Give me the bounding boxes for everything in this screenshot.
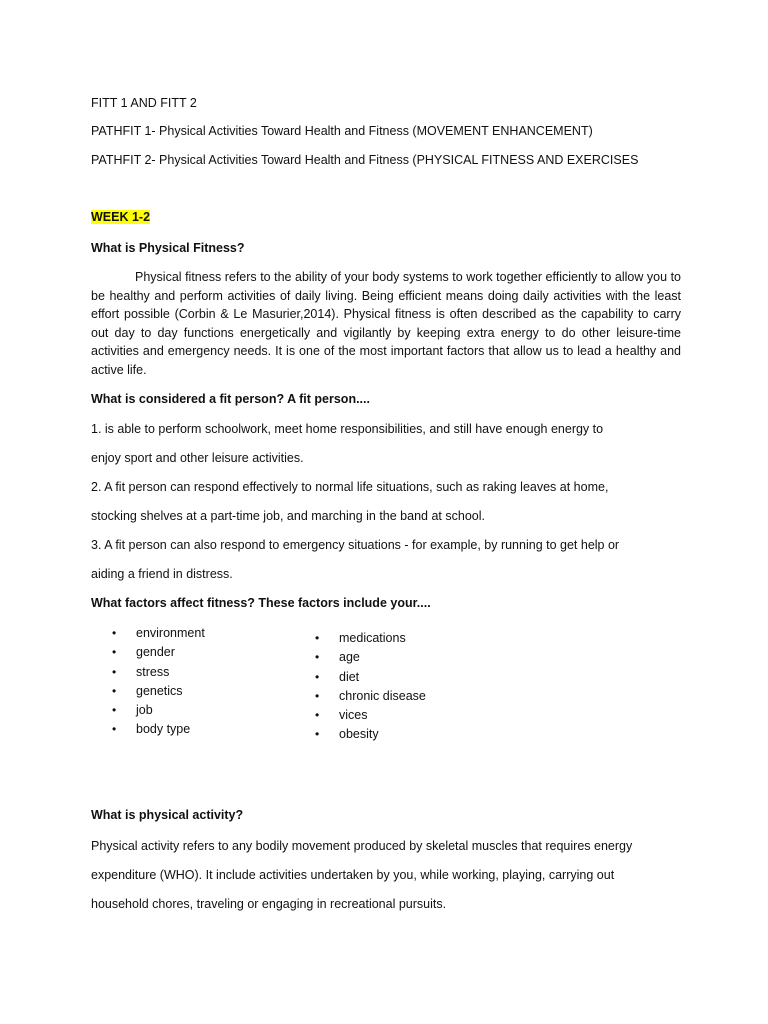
- bullet-icon: •: [112, 703, 117, 718]
- physical-activity-line-1: Physical activity refers to any bodily movement produced by skeletal muscles that requires energy: [91, 839, 633, 853]
- factors-list-left: [111, 624, 205, 740]
- bullet-icon: •: [315, 669, 320, 684]
- bullet-icon: •: [315, 688, 320, 703]
- list-item: • stress: [111, 663, 205, 682]
- factors-list-right: [314, 629, 426, 745]
- factors-heading: What factors affect fitness? These factors include your....: [91, 596, 431, 610]
- bullet-icon: •: [112, 645, 117, 660]
- list-item: • medications: [314, 629, 426, 648]
- physical-fitness-heading: What is Physical Fitness?: [91, 241, 245, 255]
- bullet-icon: •: [315, 708, 320, 723]
- physical-fitness-paragraph: Physical fitness refers to the ability of your body systems to work together efficiently to allow you to be healthy and perform activities of daily living. Being efficient means doing daily activities with the least effort possible (Corbin & Le Masurier,2014). Physical fitness is often described as the capability to carry out day to day functions energetically and vigilantly by keeping extra energy to do other leisure-time activities and emergency needs. It is one of the most important factors that allow us to lead a healthy and active life.: [91, 270, 681, 377]
- physical-activity-line-2: expenditure (WHO). It include activities undertaken by you, while working, playing, carrying out: [91, 868, 615, 882]
- list-item: • body type: [111, 720, 205, 739]
- fit-person-item-2-line-2: stocking shelves at a part-time job, and marching in the band at school.: [91, 509, 485, 523]
- document-title: FITT 1 AND FITT 2: [91, 96, 197, 110]
- fit-person-item-3-line-1: 3. A fit person can also respond to emergency situations - for example, by running to get help or: [91, 538, 620, 552]
- list-item: • genetics: [111, 682, 205, 701]
- fit-person-item-1-line-1: 1. is able to perform schoolwork, meet home responsibilities, and still have enough energy to: [91, 422, 604, 436]
- physical-activity-line-3: household chores, traveling or engaging in recreational pursuits.: [91, 897, 447, 911]
- bullet-icon: •: [315, 727, 320, 742]
- list-item: • diet: [314, 668, 426, 687]
- week-heading: [91, 208, 150, 226]
- physical-activity-heading: What is physical activity?: [91, 808, 244, 822]
- list-item: • vices: [314, 706, 426, 725]
- list-item: • environment: [111, 624, 205, 643]
- pathfit2-line: PATHFIT 2- Physical Activities Toward Health and Fitness (PHYSICAL FITNESS AND EXERCISES: [91, 153, 639, 167]
- fit-person-heading: What is considered a fit person? A fit person....: [91, 392, 370, 406]
- bullet-icon: •: [315, 650, 320, 665]
- bullet-icon: •: [112, 664, 117, 679]
- list-item: • chronic disease: [314, 687, 426, 706]
- list-item: • gender: [111, 643, 205, 662]
- bullet-icon: •: [112, 626, 117, 640]
- bullet-icon: •: [315, 631, 320, 645]
- week-label: WEEK 1-2: [91, 210, 151, 224]
- bullet-icon: •: [112, 722, 117, 737]
- fit-person-item-3-line-2: aiding a friend in distress.: [91, 567, 233, 581]
- fit-person-item-2-line-1: 2. A fit person can respond effectively to normal life situations, such as raking leaves at home,: [91, 480, 609, 494]
- list-item: • job: [111, 701, 205, 720]
- list-item: • age: [314, 648, 426, 667]
- pathfit1-line: PATHFIT 1- Physical Activities Toward Health and Fitness (MOVEMENT ENHANCEMENT): [91, 124, 593, 138]
- bullet-icon: •: [112, 683, 117, 698]
- fit-person-item-1-line-2: enjoy sport and other leisure activities.: [91, 451, 304, 465]
- list-item: • obesity: [314, 725, 426, 744]
